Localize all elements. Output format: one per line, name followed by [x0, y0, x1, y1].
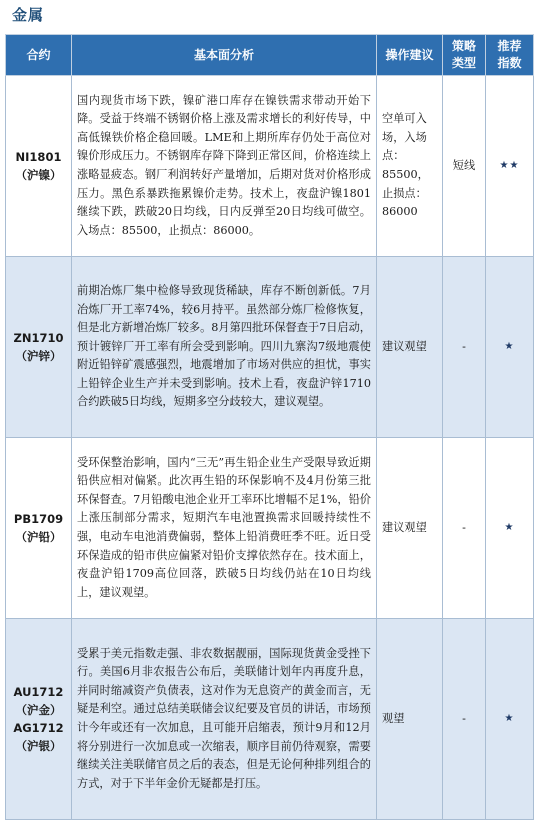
operation-cell: 建议观望 [377, 438, 443, 619]
strategy-cell: - [443, 257, 486, 438]
rating-stars: ★ [486, 619, 534, 820]
header-strategy-line2: 类型 [451, 56, 476, 70]
table-row-pb [6, 438, 534, 619]
table-row-ni [6, 76, 534, 257]
analysis-cell: 前期冶炼厂集中检修导致现货稀缺，库存不断创新低。7月冶炼厂开工率74%，较6月持平。虽然部分炼厂检修恢复，但是北方新增冶炼厂较多。8月第四批环保督查于7日启动，预计镀锌厂开工率有所会受到影响。四川九寨沟7级地震使附近铅锌矿震感强烈，地震增加了市场对供应的担忧，事实上铅锌企业生产并未受到影响。技术上看，夜盘沪锌1710合约跌破5日均线，短期多空分歧较大，建议观望。 [72, 257, 377, 438]
contract-code: ZN1710 [13, 331, 64, 345]
operation-cell: 观望 [377, 619, 443, 820]
header-rating-line1: 推荐 [497, 39, 522, 53]
table-row-zn [6, 257, 534, 438]
contract-cell [6, 76, 72, 257]
contract-code: NI1801 [15, 150, 62, 164]
contract-name: （沪铅） [15, 530, 62, 544]
operation-cell: 空单可入场，入场点：85500，止损点：86000 [377, 76, 443, 257]
contract-name: （沪镍） [15, 168, 62, 182]
table-header-row [6, 35, 534, 76]
contract-name-2: （沪银） [15, 739, 62, 753]
header-operation: 操作建议 [377, 35, 443, 76]
rating-stars: ★ [486, 438, 534, 619]
contract-code: PB1709 [13, 512, 64, 526]
analysis-cell: 受环保整治影响，国内“三无”再生铅企业生产受限导致近期铅供应相对偏紧。此次再生铅的环保影响不及4月份第三批环保督查。7月铅酸电池企业开工率环比增幅不足1%，铅价上涨压制部分需求，短期汽车电池置换需求回暖持续性不强，电动车电池消费偏弱，整体上铅消费旺季不旺。近日受环保造成的铅市供应偏紧对铅价支撑依然存在。技术面上，夜盘沪铅1709高位回落，跌破5日均线仍站在10日均线上，建议观望。 [72, 438, 377, 619]
header-rating [486, 35, 534, 76]
analysis-cell: 国内现货市场下跌，镍矿港口库存在镍铁需求带动开始下降。受益于终端不锈钢价格上涨及需求增长的利好传导，中高低镍铁价格企稳回暖。LME和上期所库存仍处于高位对镍价形成压力。不锈钢库存降下降到正常区间，价格连续上涨略显疲态。钢厂利润转好产量增加，后期对货对价格形成压力。黑色系暴跌拖累镍价走势。技术上，夜盘沪镍1801继续下跌，跌破20日均线，日内反弹至20日均线可做空。入场点：85500，止损点：86000。 [72, 76, 377, 257]
contract-cell [6, 619, 72, 820]
operation-cell: 建议观望 [377, 257, 443, 438]
analysis-cell: 受累于美元指数走强、非农数据靓丽，国际现货黄金受挫下行。美国6月非农报告公布后，美联储计划年内再度升息，并同时缩减资产负债表，这对作为无息资产的黄金而言，无疑是利空。通过总结美联储会议纪要及官员的讲话，市场预计今年或还有一次加息，且可能开启缩表，预计9月和12月将分别进行一次加息或一次缩表，顺序目前仍待观察，需要继续关注美联储官员之后的表态，但是无论何种排列组合的方式，对于下半年金价无疑都是打压。 [72, 619, 377, 820]
strategy-cell: - [443, 438, 486, 619]
contract-cell [6, 438, 72, 619]
table-row-au-ag [6, 619, 534, 820]
contract-cell [6, 257, 72, 438]
rating-stars: ★★ [486, 76, 534, 257]
contract-name: （沪金） [15, 703, 62, 717]
rating-stars: ★ [486, 257, 534, 438]
metals-strategy-table [5, 34, 534, 820]
strategy-cell: 短线 [443, 76, 486, 257]
header-contract: 合约 [6, 35, 72, 76]
header-rating-line2: 指数 [497, 56, 522, 70]
strategy-cell: - [443, 619, 486, 820]
header-analysis: 基本面分析 [72, 35, 377, 76]
contract-code-2: AG1712 [13, 721, 64, 735]
section-title: 金属 [12, 6, 45, 24]
contract-code: AU1712 [13, 685, 64, 699]
contract-name: （沪锌） [15, 349, 62, 363]
header-strategy-line1: 策略 [451, 39, 476, 53]
header-strategy [443, 35, 486, 76]
